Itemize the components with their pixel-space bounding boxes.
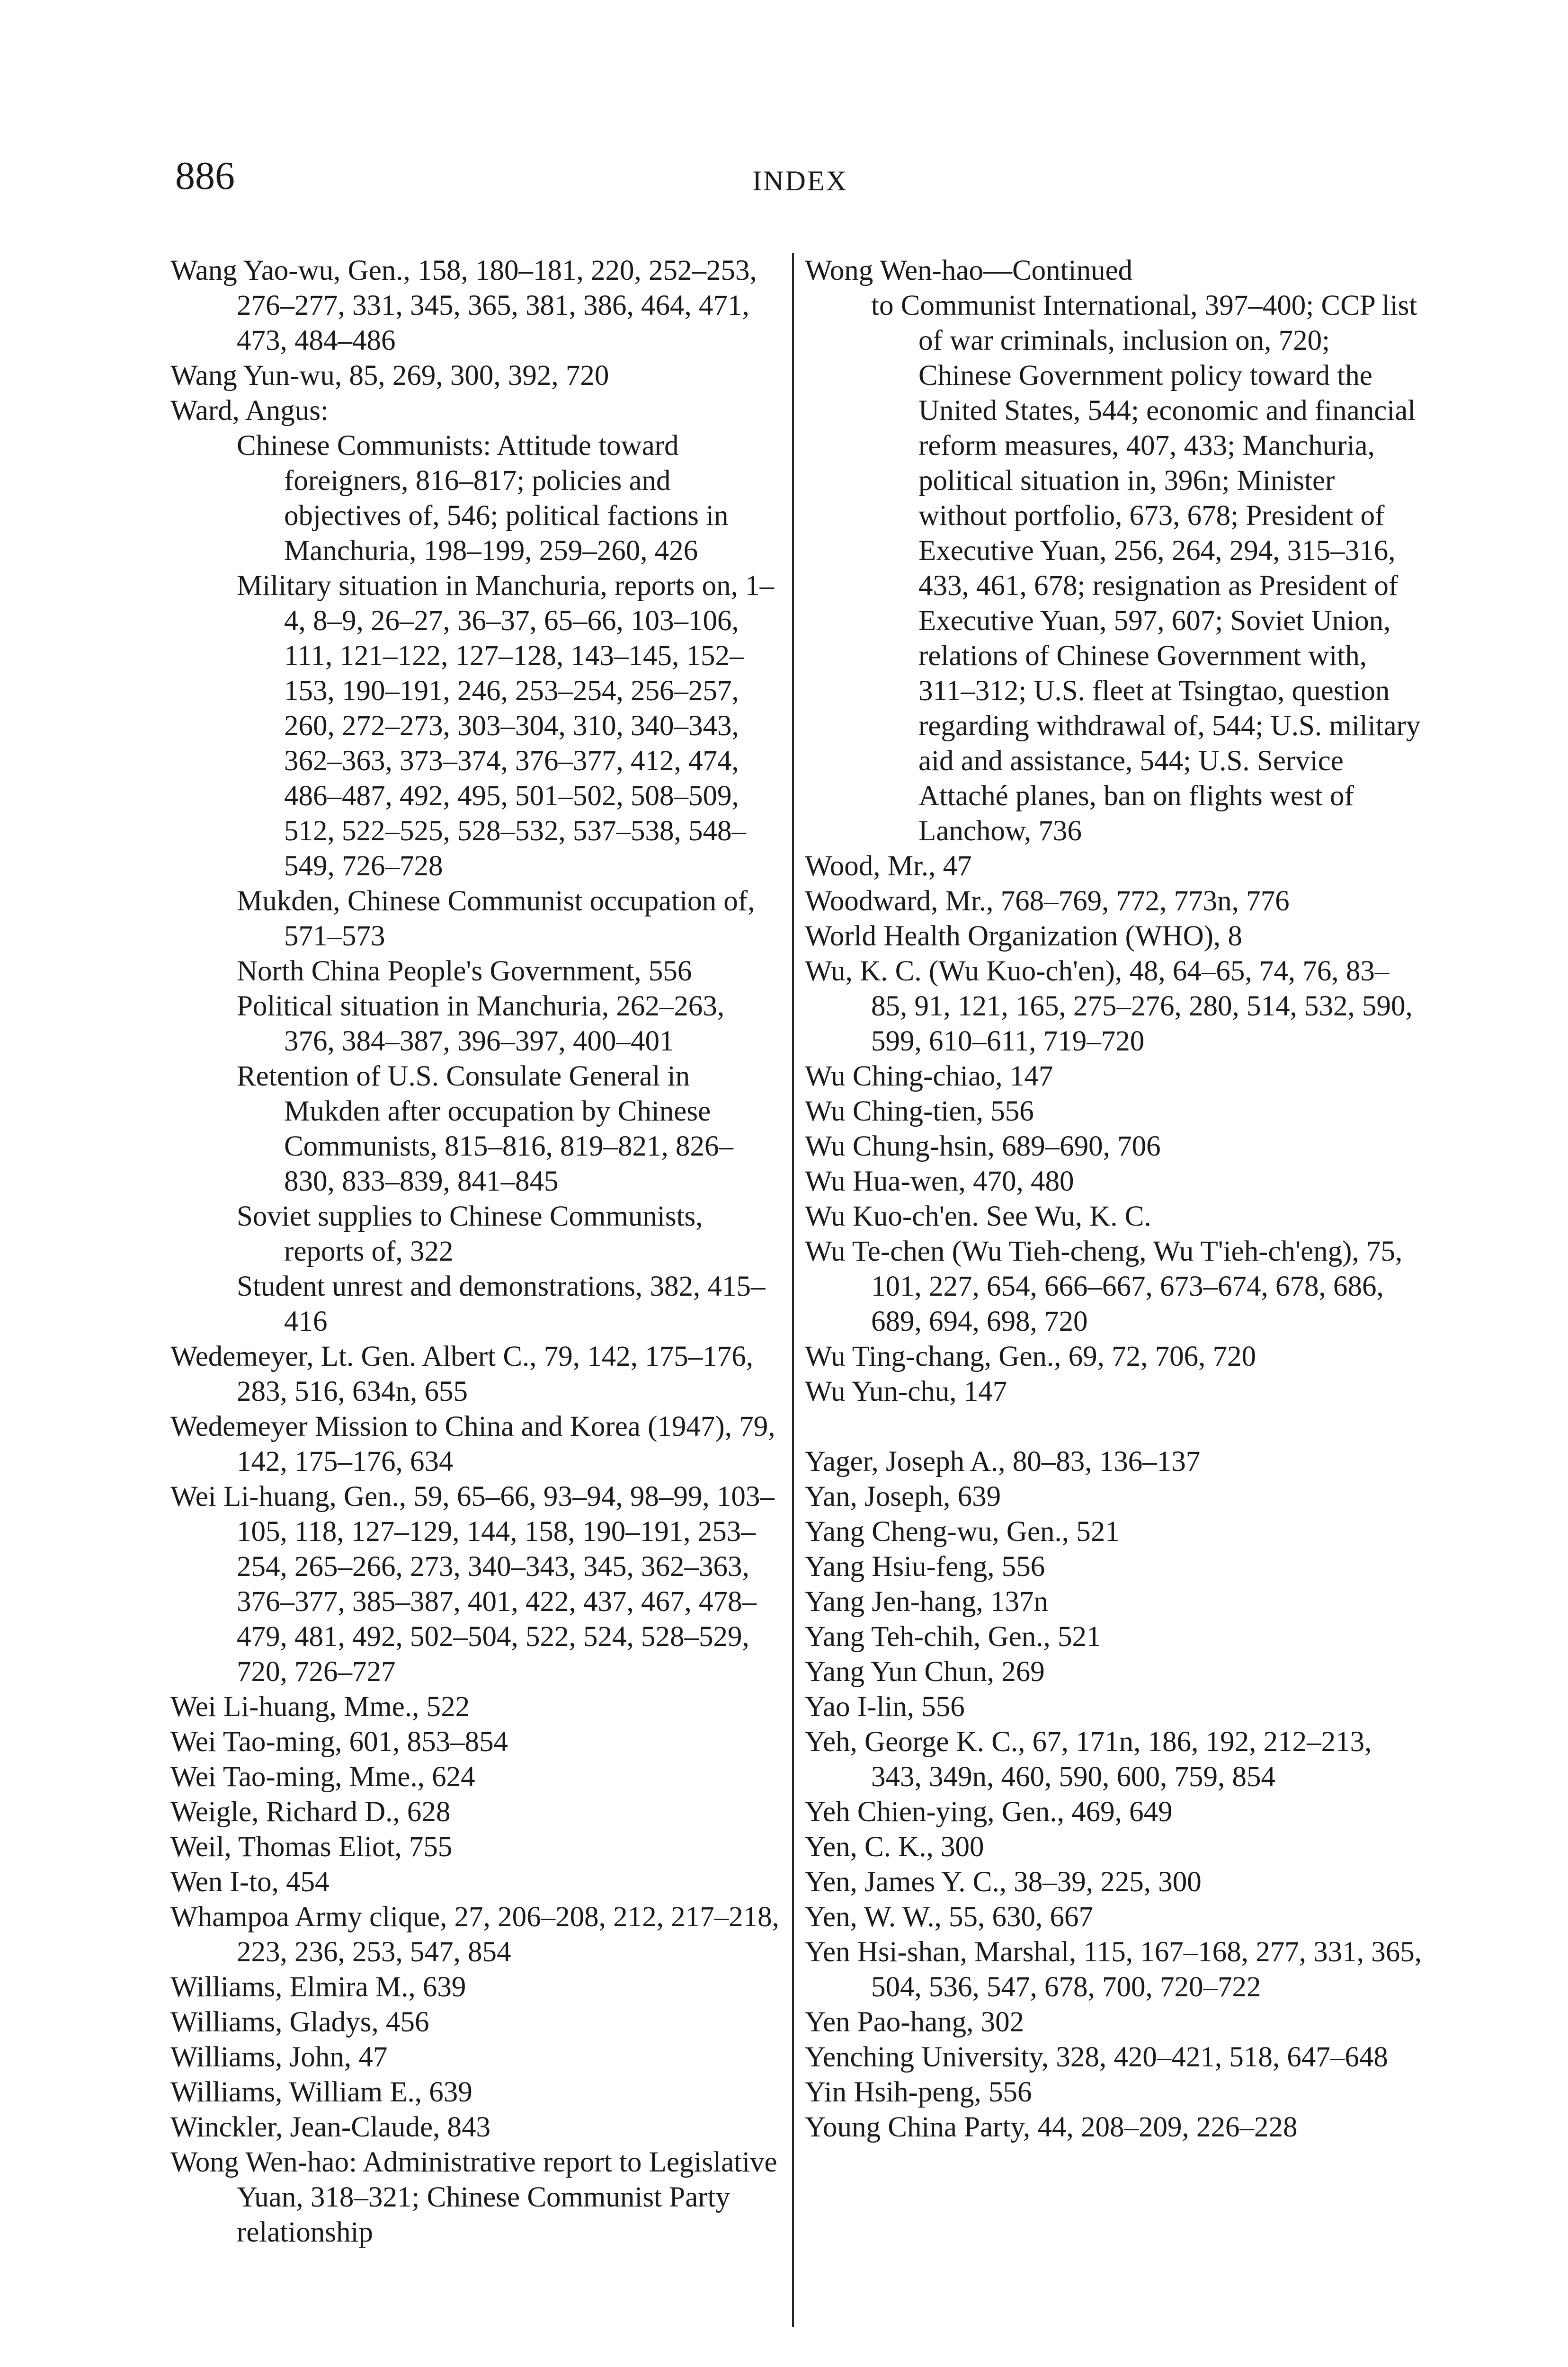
entry-text: World Health Organization (WHO), 8 xyxy=(805,920,1242,952)
index-entry xyxy=(805,2075,1425,2110)
index-entry xyxy=(805,1129,1425,1164)
entry-text: Yen, W. W., 55, 630, 667 xyxy=(805,1901,1094,1933)
index-entry xyxy=(170,1725,781,1760)
entry-text: Wong Wen-hao—Continued xyxy=(805,255,1133,286)
entry-text: Wu Ching-tien, 556 xyxy=(805,1095,1034,1127)
entry-text: North China People's Government, 556 xyxy=(237,955,692,987)
entry-text: Yager, Joseph A., 80–83, 136–137 xyxy=(805,1446,1201,1477)
page-number: 886 xyxy=(175,154,235,198)
entry-text: Political situation in Manchuria, 262–263, 376, 384–387, 396–397, 400–401 xyxy=(237,990,725,1057)
entry-text: Yan, Joseph, 639 xyxy=(805,1481,1001,1513)
entry-text: Weigle, Richard D., 628 xyxy=(170,1796,451,1828)
entry-text: Yen Hsi-shan, Marshal, 115, 167–168, 277, 331, 365, 504, 536, 547, 678, 700, 720–722 xyxy=(805,1936,1422,2003)
index-entry xyxy=(805,1234,1425,1339)
entry-text: Yen Pao-hang, 302 xyxy=(805,2006,1025,2038)
entry-text: Winckler, Jean-Claude, 843 xyxy=(170,2111,491,2143)
index-subentry xyxy=(170,1269,781,1339)
index-entry xyxy=(170,1970,781,2005)
index-entry xyxy=(805,1444,1425,1479)
entry-text: Wei Tao-ming, Mme., 624 xyxy=(170,1761,475,1793)
entry-text: Wu Ching-chiao, 147 xyxy=(805,1060,1053,1092)
entry-text: Yao I-lin, 556 xyxy=(805,1691,965,1723)
index-entry xyxy=(805,1479,1425,1514)
entry-text: Whampoa Army clique, 27, 206–208, 212, 217–218, 223, 236, 253, 547, 854 xyxy=(170,1901,779,1968)
entry-text: Wood, Mr., 47 xyxy=(805,850,972,882)
entry-text: Ward, Angus: xyxy=(170,395,329,427)
index-entry xyxy=(805,1795,1425,1830)
entry-text: Yenching University, 328, 420–421, 518, 647–648 xyxy=(805,2041,1388,2073)
index-entry xyxy=(805,1374,1425,1409)
entry-text: Wang Yao-wu, Gen., 158, 180–181, 220, 252–253, 276–277, 331, 345, 365, 381, 386, 464, 471, 473, 484–486 xyxy=(170,255,757,356)
entry-text: Wei Li-huang, Gen., 59, 65–66, 93–94, 98–99, 103–105, 118, 127–129, 144, 158, 190–191, 253–254, 265–266, 273, 340–343, 345, 362–363, 376–377, 385–387, 401, 422, 437, 467, 478–479, 481, 492, 502–504, 522, 524, 528–529, 720, 726–727 xyxy=(170,1481,775,1688)
entry-text: Yeh Chien-ying, Gen., 469, 649 xyxy=(805,1796,1173,1828)
entry-text: Yen, James Y. C., 38–39, 225, 300 xyxy=(805,1866,1202,1898)
index-entry xyxy=(170,253,781,358)
entry-text: Williams, William E., 639 xyxy=(170,2076,472,2108)
index-entry xyxy=(170,1760,781,1795)
index-entry xyxy=(805,2005,1425,2040)
entry-text: Young China Party, 44, 208–209, 226–228 xyxy=(805,2111,1298,2143)
index-subentry xyxy=(170,1059,781,1199)
index-entry xyxy=(805,2110,1425,2145)
index-entry xyxy=(805,1584,1425,1620)
index-subentry xyxy=(170,884,781,954)
index-entry xyxy=(805,884,1425,919)
index-entry xyxy=(170,1339,781,1409)
index-subentry xyxy=(805,288,1425,849)
index-entry xyxy=(805,1655,1425,1690)
index-column-left xyxy=(170,253,781,2250)
index-entry xyxy=(170,1409,781,1479)
entry-text: Woodward, Mr., 768–769, 772, 773n, 776 xyxy=(805,885,1290,917)
letter-gap xyxy=(805,1409,1425,1444)
entry-text: Wu Chung-hsin, 689–690, 706 xyxy=(805,1130,1161,1162)
entry-text: Yang Jen-hang, 137n xyxy=(805,1586,1048,1618)
entry-text: Wu, K. C. (Wu Kuo-ch'en), 48, 64–65, 74, 76, 83–85, 91, 121, 165, 275–276, 280, 514, 532, 590, 599, 610–611, 719–720 xyxy=(805,955,1413,1057)
entry-text: Soviet supplies to Chinese Communists, reports of, 322 xyxy=(237,1201,703,1267)
index-entry xyxy=(805,1094,1425,1129)
index-entry xyxy=(805,1549,1425,1584)
index-entry xyxy=(805,1514,1425,1549)
index-entry xyxy=(805,1725,1425,1795)
entry-text: Yang Yun Chun, 269 xyxy=(805,1656,1045,1688)
entry-text: Wu Yun-chu, 147 xyxy=(805,1376,1007,1407)
entry-text: Yeh, George K. C., 67, 171n, 186, 192, 212–213, 343, 349n, 460, 590, 600, 759, 854 xyxy=(805,1726,1372,1793)
entry-text: Wei Li-huang, Mme., 522 xyxy=(170,1691,470,1723)
index-entry xyxy=(805,1690,1425,1725)
entry-text: Wedemeyer, Lt. Gen. Albert C., 79, 142, 175–176, 283, 516, 634n, 655 xyxy=(170,1341,754,1407)
index-entry xyxy=(805,1059,1425,1094)
index-entry xyxy=(170,1865,781,1900)
index-entry xyxy=(170,1795,781,1830)
entry-text: Wu Ting-chang, Gen., 69, 72, 706, 720 xyxy=(805,1341,1256,1372)
entry-text: Wei Tao-ming, 601, 853–854 xyxy=(170,1726,508,1758)
index-subentry xyxy=(170,954,781,989)
index-entry xyxy=(805,2040,1425,2075)
entry-text: to Communist International, 397–400; CCP list of war criminals, inclusion on, 720; Chinese Government policy toward the United States, 544; economic and financial reform measures, 407, 433; Manchuria, political situation in, 396n; Minister without portfolio, 673, 678; President of Executive Yuan, 256, 264, 294, 315–316, 433, 461, 678; resignation as President of Executive Yuan, 597, 607; Soviet Union, relations of Chinese Government with, 311–312; U.S. fleet at Tsingtao, question regarding withdrawal of, 544; U.S. military aid and assistance, 544; U.S. Service Attaché planes, ban on flights west of Lanchow, 736 xyxy=(871,290,1421,847)
index-entry xyxy=(170,2075,781,2110)
index-entry xyxy=(805,1620,1425,1655)
index-entry xyxy=(805,919,1425,954)
index-entry xyxy=(805,1900,1425,1935)
index-entry xyxy=(805,1865,1425,1900)
entry-text: Wang Yun-wu, 85, 269, 300, 392, 720 xyxy=(170,360,609,392)
entry-text: Mukden, Chinese Communist occupation of, 571–573 xyxy=(237,885,755,952)
entry-text: Wedemeyer Mission to China and Korea (1947), 79, 142, 175–176, 634 xyxy=(170,1411,775,1477)
entry-text: Yen, C. K., 300 xyxy=(805,1831,984,1863)
index-entry xyxy=(805,1830,1425,1865)
index-entry xyxy=(805,1935,1425,2005)
index-column-right xyxy=(805,253,1425,2145)
index-entry xyxy=(170,393,781,428)
index-entry xyxy=(170,2145,781,2250)
index-entry xyxy=(170,2005,781,2040)
entry-text: Williams, John, 47 xyxy=(170,2041,388,2073)
entry-text: Military situation in Manchuria, reports on, 1–4, 8–9, 26–27, 36–37, 65–66, 103–106, 111, 121–122, 127–128, 143–145, 152–153, 190–191, 246, 253–254, 256–257, 260, 272–273, 303–304, 310, 340–343, 362–363, 373–374, 376–377, 412, 474, 486–487, 492, 495, 501–502, 508–509, 512, 522–525, 528–532, 537–538, 548–549, 726–728 xyxy=(237,570,775,882)
column-divider xyxy=(792,253,794,2327)
entry-text: Wu Te-chen (Wu Tieh-cheng, Wu T'ieh-ch'eng), 75, 101, 227, 654, 666–667, 673–674, 678, 686, 689, 694, 698, 720 xyxy=(805,1236,1403,1337)
index-entry xyxy=(170,1900,781,1970)
entry-text: Yin Hsih-peng, 556 xyxy=(805,2076,1032,2108)
index-entry xyxy=(170,2110,781,2145)
entry-text: Williams, Gladys, 456 xyxy=(170,2006,429,2038)
index-entry xyxy=(805,1339,1425,1374)
entry-text: Retention of U.S. Consulate General in Mukden after occupation by Chinese Communists, 815–816, 819–821, 826–830, 833–839, 841–845 xyxy=(237,1060,733,1197)
entry-text: Weil, Thomas Eliot, 755 xyxy=(170,1831,453,1863)
index-subentry xyxy=(170,428,781,569)
index-entry xyxy=(170,358,781,393)
index-entry xyxy=(805,1199,1425,1234)
index-entry xyxy=(170,1830,781,1865)
entry-text: Wen I-to, 454 xyxy=(170,1866,330,1898)
entry-text: Wu Hua-wen, 470, 480 xyxy=(805,1166,1074,1197)
index-entry xyxy=(805,1164,1425,1199)
entry-text: Williams, Elmira M., 639 xyxy=(170,1971,466,2003)
entry-text: Chinese Communists: Attitude toward foreigners, 816–817; policies and objectives of, 546; political factions in Manchuria, 198–199, 259–260, 426 xyxy=(237,430,729,567)
index-entry xyxy=(805,253,1425,288)
entry-text: Yang Hsiu-feng, 556 xyxy=(805,1551,1045,1583)
index-entry xyxy=(805,954,1425,1059)
index-subentry xyxy=(170,1199,781,1269)
index-subentry xyxy=(170,989,781,1059)
entry-text: Wu Kuo-ch'en. See Wu, K. C. xyxy=(805,1201,1151,1232)
entry-text: Yang Cheng-wu, Gen., 521 xyxy=(805,1516,1120,1548)
index-entry xyxy=(170,2040,781,2075)
index-subentry xyxy=(170,569,781,884)
index-entry xyxy=(170,1479,781,1690)
index-entry xyxy=(170,1690,781,1725)
entry-text: Student unrest and demonstrations, 382, 415–416 xyxy=(237,1271,766,1337)
index-entry xyxy=(805,849,1425,884)
running-head: INDEX xyxy=(752,165,848,196)
entry-text: Wong Wen-hao: Administrative report to Legislative Yuan, 318–321; Chinese Communist Party relationship xyxy=(170,2146,777,2248)
entry-text: Yang Teh-chih, Gen., 521 xyxy=(805,1621,1101,1653)
